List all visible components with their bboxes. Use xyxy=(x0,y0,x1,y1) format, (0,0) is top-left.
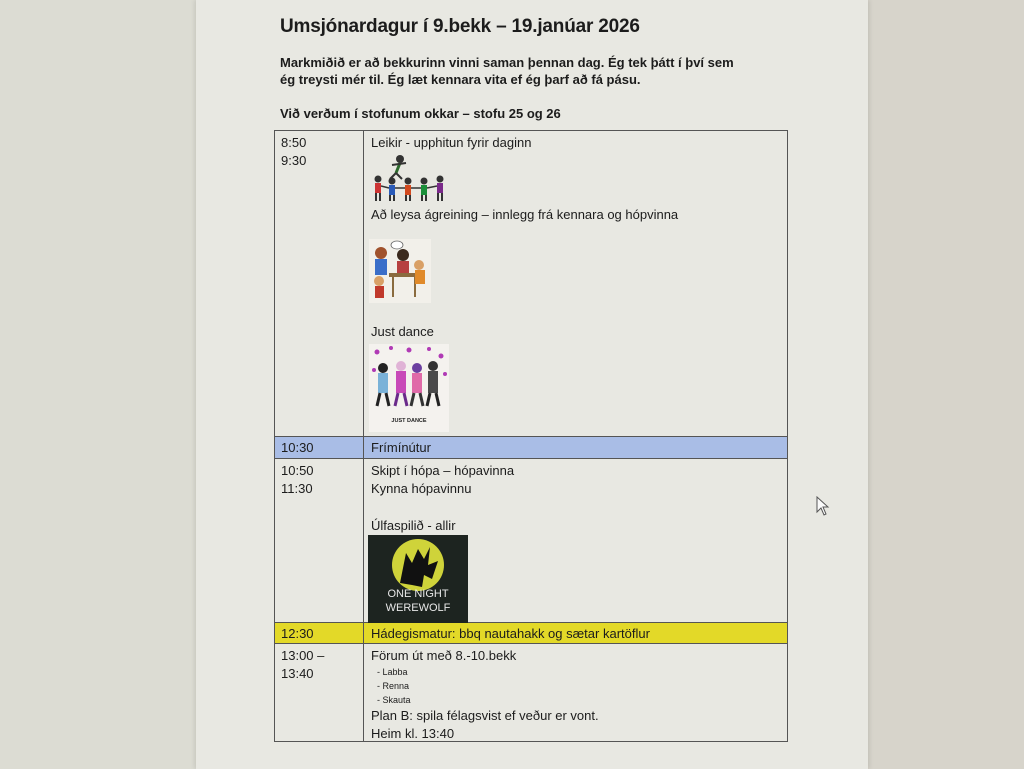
activity-conflict-resolution: Að leysa ágreining – innlegg frá kennara og hópvinna xyxy=(371,207,679,222)
table-row xyxy=(275,459,787,623)
werewolf-caption-line-2: WEREWOLF xyxy=(385,602,451,614)
werewolf-game-icon xyxy=(368,535,468,623)
table-row xyxy=(275,623,787,644)
activity-go-outside: Förum út með 8.-10.bekk xyxy=(371,648,517,663)
time-cell xyxy=(281,647,324,683)
list-item: - Renna xyxy=(377,679,781,693)
people-holding-hands-icon xyxy=(370,151,454,203)
activity-just-dance: Just dance xyxy=(371,324,434,339)
desk-background-right xyxy=(866,0,1024,769)
time-cell: 10:30 xyxy=(281,440,314,455)
page-title: Umsjónardagur í 9.bekk – 19.janúar 2026 xyxy=(280,16,640,37)
table-row xyxy=(275,437,787,459)
column-divider xyxy=(363,131,364,741)
list-item: - Skauta xyxy=(377,693,781,707)
conflict-discussion-icon xyxy=(369,239,431,303)
intro-paragraph xyxy=(280,54,780,88)
activity-groupwork xyxy=(371,462,781,498)
time-start: 10:50 xyxy=(281,463,314,478)
list-item: - Labba xyxy=(377,665,781,679)
activity-split-groups: Skipt í hópa – hópavinna xyxy=(371,463,515,478)
activity-plan-b: Plan B: spila félagsvist ef veður er vont. xyxy=(371,708,599,723)
activity-games: Leikir - upphitun fyrir daginn xyxy=(371,135,532,150)
time-end: 13:40 xyxy=(281,666,314,681)
time-start: 8:50 xyxy=(281,135,307,150)
time-end: 11:30 xyxy=(281,481,313,496)
werewolf-caption-line-1: ONE NIGHT xyxy=(387,588,449,600)
document-page xyxy=(196,0,868,769)
time-end: 9:30 xyxy=(281,153,307,168)
intro-line-2: ég treysti mér til. Ég læt kennara vita ef ég þarf að fá pásu. xyxy=(280,72,641,87)
table-row xyxy=(275,131,787,437)
outdoor-options-list xyxy=(371,665,781,707)
activity-present-groupwork: Kynna hópavinnu xyxy=(371,481,472,496)
time-start: 13:00 – xyxy=(281,648,325,663)
time-cell xyxy=(281,462,314,498)
time-cell: 12:30 xyxy=(281,626,314,641)
table-row xyxy=(275,644,787,741)
activity-break: Frímínútur xyxy=(371,440,431,455)
activity-lunch: Hádegismatur: bbq nautahakk og sætar kartöflur xyxy=(371,626,650,641)
just-dance-icon xyxy=(369,344,449,432)
intro-line-1: Markmiðið er að bekkurinn vinni saman þennan dag. Ég tek þátt í því sem xyxy=(280,55,734,70)
schedule-table xyxy=(274,130,788,742)
location-text: Við verðum í stofunum okkar – stofu 25 og 26 xyxy=(280,106,561,121)
just-dance-caption: JUST DANCE xyxy=(391,418,427,424)
desk-background-left xyxy=(0,0,200,769)
activity-go-home: Heim kl. 13:40 xyxy=(371,726,455,741)
time-cell xyxy=(281,134,306,170)
mouse-cursor-icon xyxy=(816,496,830,521)
activity-outdoors xyxy=(371,647,781,743)
activity-werewolf-game: Úlfaspilið - allir xyxy=(371,518,456,533)
